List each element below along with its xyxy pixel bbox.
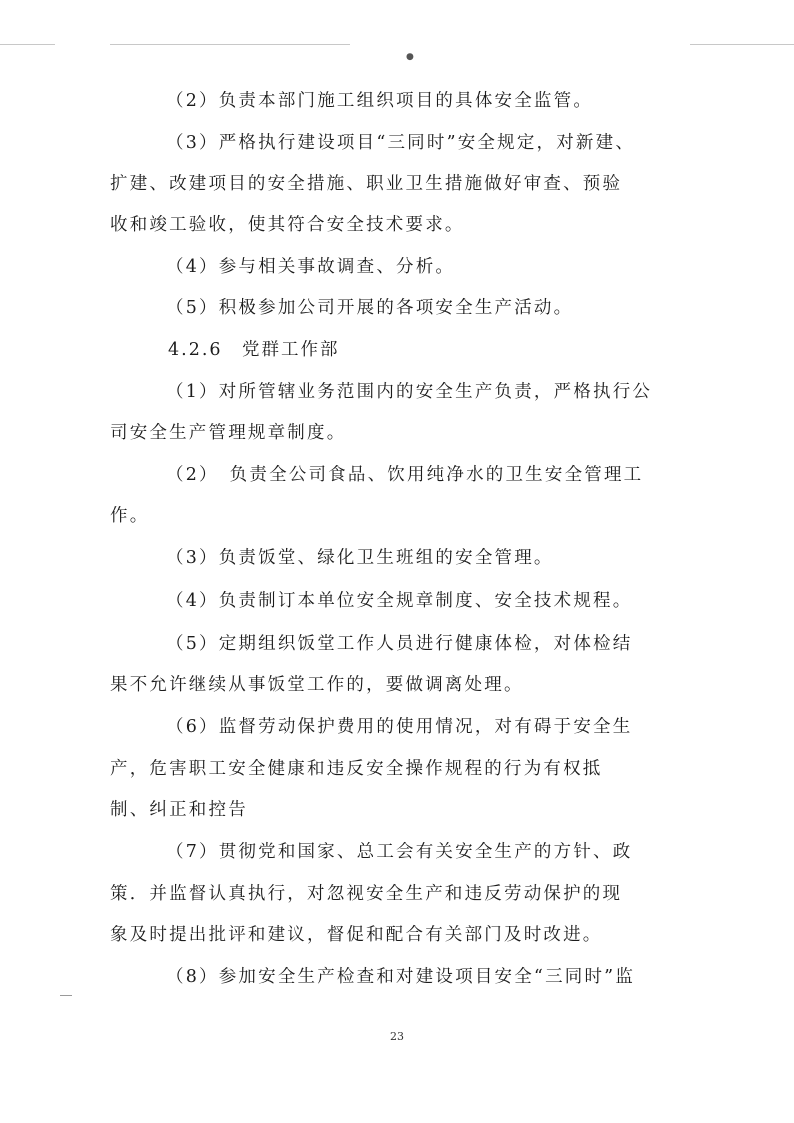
text-line: 扩建、改建项目的安全措施、职业卫生措施做好审查、预验: [110, 174, 623, 194]
text-line: 制、纠正和控告: [110, 800, 248, 820]
text-line: （7）贯彻党和国家、总工会有关安全生产的方针、政: [166, 842, 633, 862]
text-line: 作。: [110, 506, 150, 526]
text-line: （2） 负责全公司食品、饮用纯净水的卫生安全管理工: [166, 465, 644, 485]
text-line: 象及时提出批评和建议，督促和配合有关部门及时改进。: [110, 925, 603, 945]
text-line: 果不允许继续从事饭堂工作的，要做调离处理。: [110, 675, 524, 695]
scan-artifact-line: [690, 44, 794, 45]
text-line: （5）定期组织饭堂工作人员进行健康体检，对体检结: [166, 634, 633, 654]
scan-artifact-line: [60, 995, 72, 996]
page-number: 23: [390, 1030, 404, 1043]
text-line: （3）负责饭堂、绿化卫生班组的安全管理。: [166, 548, 554, 568]
text-line: 收和竣工验收，使其符合安全技术要求。: [110, 215, 465, 235]
text-line: （4）参与相关事故调查、分析。: [166, 257, 456, 277]
text-line: 司安全生产管理规章制度。: [110, 423, 347, 443]
text-line: 策．并监督认真执行，对忽视安全生产和违反劳动保护的现: [110, 884, 623, 904]
text-line: （6）监督劳动保护费用的使用情况，对有碍于安全生: [166, 717, 633, 737]
scan-artifact-line: [0, 44, 55, 45]
scan-artifact-mark: ●: [406, 52, 414, 62]
section-heading: 4.2.6 党群工作部: [168, 340, 340, 360]
text-line: （8）参加安全生产检查和对建设项目安全“三同时”监: [166, 967, 636, 987]
text-line: （4）负责制订本单位安全规章制度、安全技术规程。: [166, 591, 633, 611]
text-line: （1）对所管辖业务范围内的安全生产负责，严格执行公: [166, 382, 653, 402]
text-line: （3）严格执行建设项目“三同时”安全规定，对新建、: [166, 133, 636, 153]
text-line: （2）负责本部门施工组织项目的具体安全监管。: [166, 91, 594, 111]
text-line: 产，危害职工安全健康和违反安全操作规程的行为有权抵: [110, 759, 603, 779]
text-line: （5）积极参加公司开展的各项安全生产活动。: [166, 298, 574, 318]
scan-artifact-line: [110, 44, 350, 45]
